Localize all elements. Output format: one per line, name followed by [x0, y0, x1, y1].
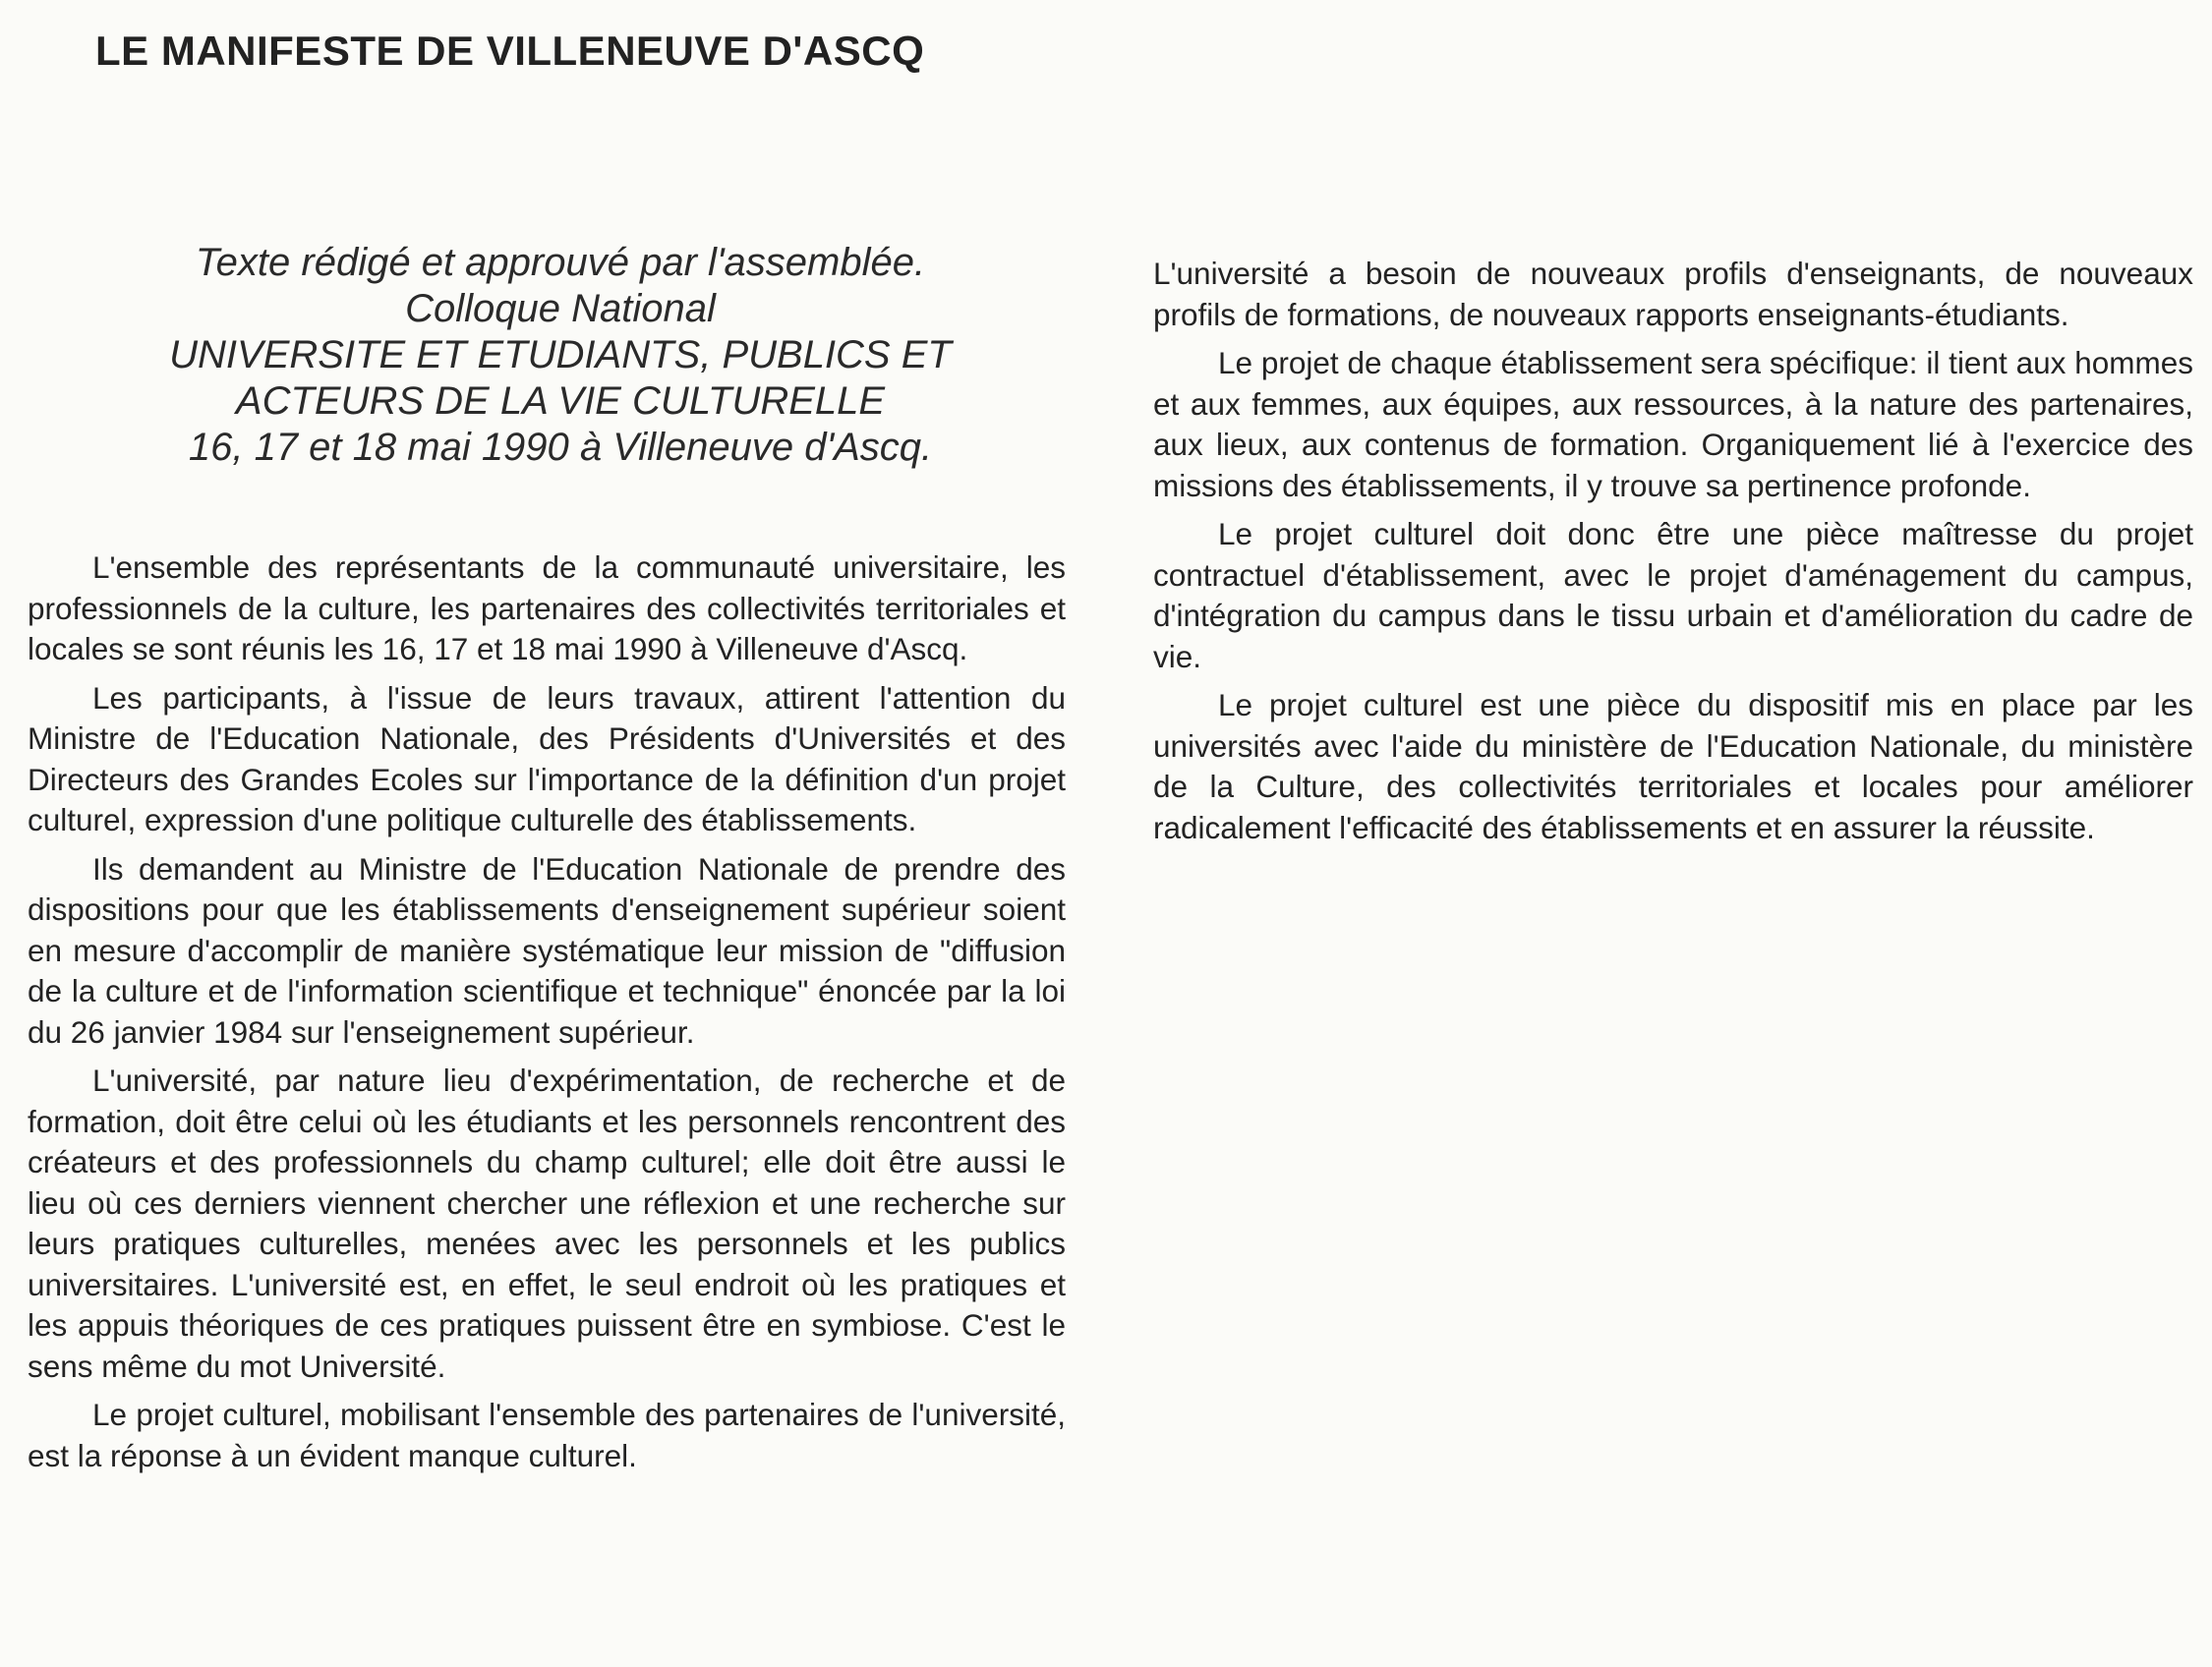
left-column [28, 547, 1066, 1484]
subtitle-line: 16, 17 et 18 mai 1990 à Villeneuve d'Ascq. [188, 426, 933, 469]
paragraph: L'université a besoin de nouveaux profils d'enseignants, de nouveaux profils de formations, de nouveaux rapports enseignants-étudiants. [1153, 256, 2193, 332]
paragraph: Le projet culturel, mobilisant l'ensemble des partenaires de l'université, est la réponse à un évident manque culturel. [28, 1397, 1066, 1473]
paragraph: Ils demandent au Ministre de l'Education Nationale de prendre des dispositions pour que les établissements d'enseignement supérieur soient en mesure d'accomplir de manière systématique leur mission de "diffusion de la culture et de l'information scientifique et technique" énoncée par la loi du 26 janvier 1984 sur l'enseignement supérieur. [28, 850, 1066, 1050]
paragraph: Le projet de chaque établissement sera spécifique: il tient aux hommes et aux femmes, aux équipes, aux ressources, à la nature des partenaires, aux lieux, aux contenus de formation. Organiquement lié à l'exercice des missions des établissements, il y trouve sa pertinence profonde. [1153, 345, 2193, 503]
paragraph: L'université, par nature lieu d'expérimentation, de recherche et de formation, doit être celui où les étudiants et les personnels rencontrent des créateurs et des professionnels du champ culturel; elle doit être aussi le lieu où ces derniers viennent chercher une réflexion et une recherche sur leurs pratiques culturelles, menées avec les personnels et les publics universitaires. L'université est, en effet, le seul endroit où les pratiques et les appuis théoriques de ces pratiques puissent être en symbiose. C'est le sens même du mot Université. [28, 1063, 1066, 1384]
paragraph: L'ensemble des représentants de la communauté universitaire, les professionnels de la culture, les partenaires des collectivités territoriales et locales se sont réunis les 16, 17 et 18 mai 1990 à Villeneuve d'Ascq. [28, 549, 1066, 666]
right-column [1153, 254, 2193, 856]
subtitle-line: UNIVERSITE ET ETUDIANTS, PUBLICS ET [169, 333, 952, 376]
paragraph: Les participants, à l'issue de leurs travaux, attirent l'attention du Ministre de l'Education Nationale, des Présidents d'Universités et des Directeurs des Grandes Ecoles sur l'importance de la définition d'un projet culturel, expression d'une politique culturelle des établissements. [28, 679, 1066, 837]
paragraph: Le projet culturel est une pièce du dispositif mis en place par les universités avec l'aide du ministère de l'Education Nationale, du ministère de la Culture, des collectivités territoriales et locales pour améliorer radicalement l'efficacité des établissements et en assurer la réussite. [1153, 687, 2193, 845]
subtitle-line: Texte rédigé et approuvé par l'assemblée. [195, 241, 926, 284]
document-subtitle [69, 240, 1052, 471]
paragraph: Le projet culturel doit donc être une pièce maîtresse du projet contractuel d'établissement, avec le projet d'aménagement du campus, d'intégration du campus dans le tissu urbain et d'amélioration du cadre de vie. [1153, 516, 2193, 674]
subtitle-line: ACTEURS DE LA VIE CULTURELLE [235, 379, 886, 423]
document-title: LE MANIFESTE DE VILLENEUVE D'ASCQ [95, 28, 925, 74]
subtitle-line: Colloque National [405, 287, 716, 330]
